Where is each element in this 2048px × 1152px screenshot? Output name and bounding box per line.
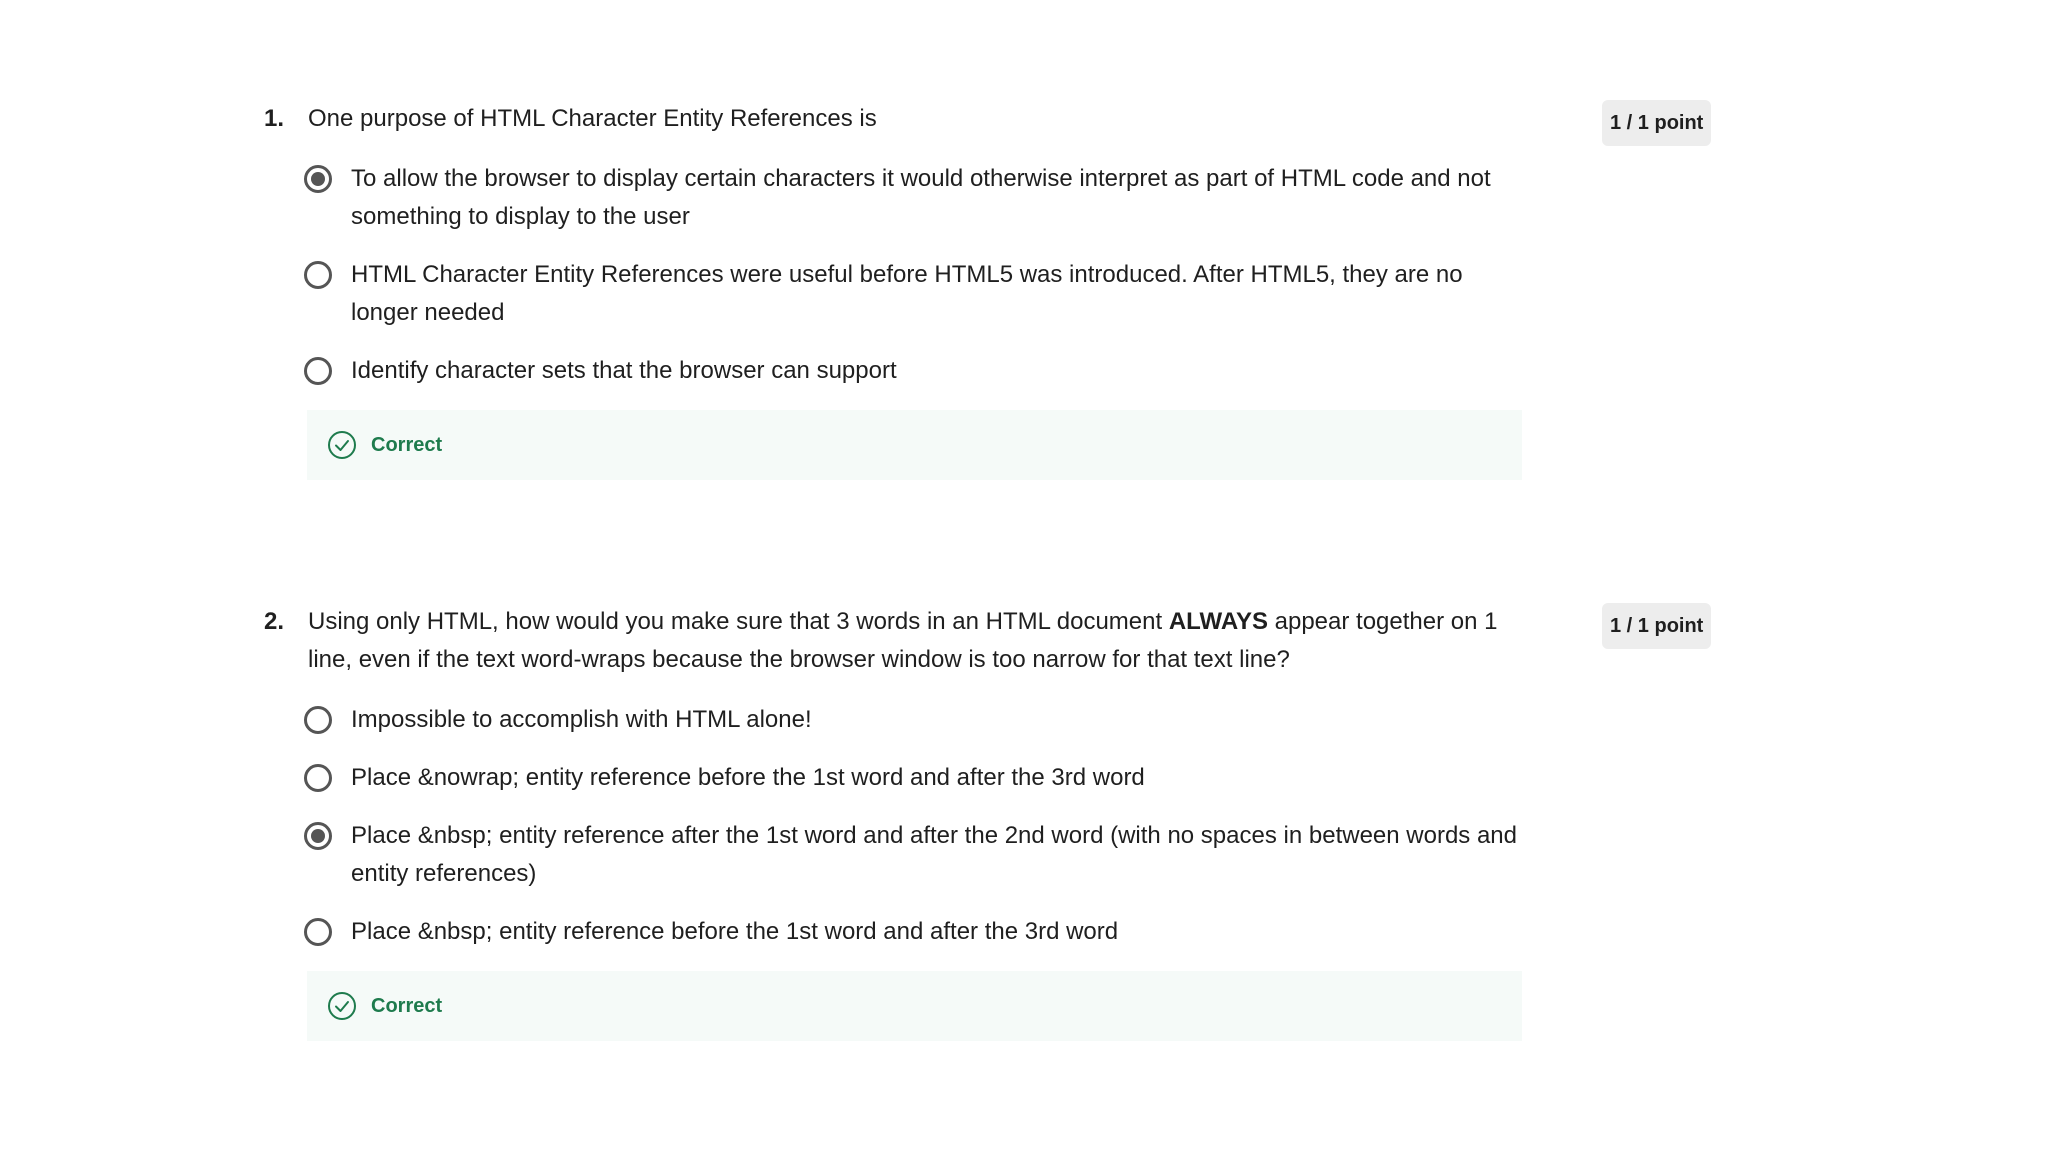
question-1 [264,100,1714,480]
question-text-emphasis: ALWAYS [1168,608,1268,635]
radio-button-icon[interactable] [304,918,332,946]
question-text-part: One purpose of HTML Character Entity References is [308,105,877,132]
feedback-label: Correct [371,433,443,456]
question-header [264,603,1714,679]
radio-button-icon[interactable] [304,706,332,734]
answer-option-label: Identify character sets that the browser can support [351,357,897,384]
radio-button-icon[interactable] [304,822,332,850]
answer-option-1[interactable] [304,160,1714,236]
feedback-label: Correct [371,994,443,1017]
feedback-correct [307,410,1522,480]
radio-dot [311,829,325,843]
answer-options [304,701,1714,951]
radio-button-icon[interactable] [304,261,332,289]
points-badge: 1 / 1 point [1602,100,1711,146]
answer-option-label: HTML Character Entity References were useful before HTML5 was introduced. After HTML5, they are no longer needed [351,261,1463,326]
answer-options [304,160,1714,390]
answer-option-3[interactable] [304,817,1714,893]
answer-option-1[interactable] [304,701,1714,739]
answer-option-label: Impossible to accomplish with HTML alone! [351,706,812,733]
answer-option-2[interactable] [304,256,1714,332]
answer-option-3[interactable] [304,352,1714,390]
points-badge: 1 / 1 point [1602,603,1711,649]
answer-option-2[interactable] [304,759,1714,797]
question-text-part: appear together on 1 line, even if the text word-wraps because the browser window is too narrow for that text line? [308,608,1498,673]
question-text-part: Using only HTML, how would you make sure that 3 words in an HTML document [308,608,1169,635]
check-circle-icon [327,991,357,1021]
question-2 [264,603,1714,1041]
answer-option-label: Place &nbsp; entity reference before the 1st word and after the 3rd word [351,918,1119,945]
feedback-correct [307,971,1522,1041]
radio-button-icon[interactable] [304,165,332,193]
question-number: 1. [264,105,285,132]
radio-button-icon[interactable] [304,764,332,792]
radio-button-icon[interactable] [304,357,332,385]
answer-option-4[interactable] [304,913,1714,951]
answer-option-label: To allow the browser to display certain characters it would otherwise interpret as part of HTML code and not something to display to the user [351,165,1491,230]
radio-dot [311,172,325,186]
answer-option-label: Place &nowrap; entity reference before the 1st word and after the 3rd word [351,764,1145,791]
question-header [264,100,1714,138]
question-text [308,603,1528,679]
answer-option-label: Place &nbsp; entity reference after the 1st word and after the 2nd word (with no spaces in between words and entity references) [351,822,1518,887]
question-text [308,100,1528,138]
question-number: 2. [264,608,285,635]
check-circle-icon [327,430,357,460]
